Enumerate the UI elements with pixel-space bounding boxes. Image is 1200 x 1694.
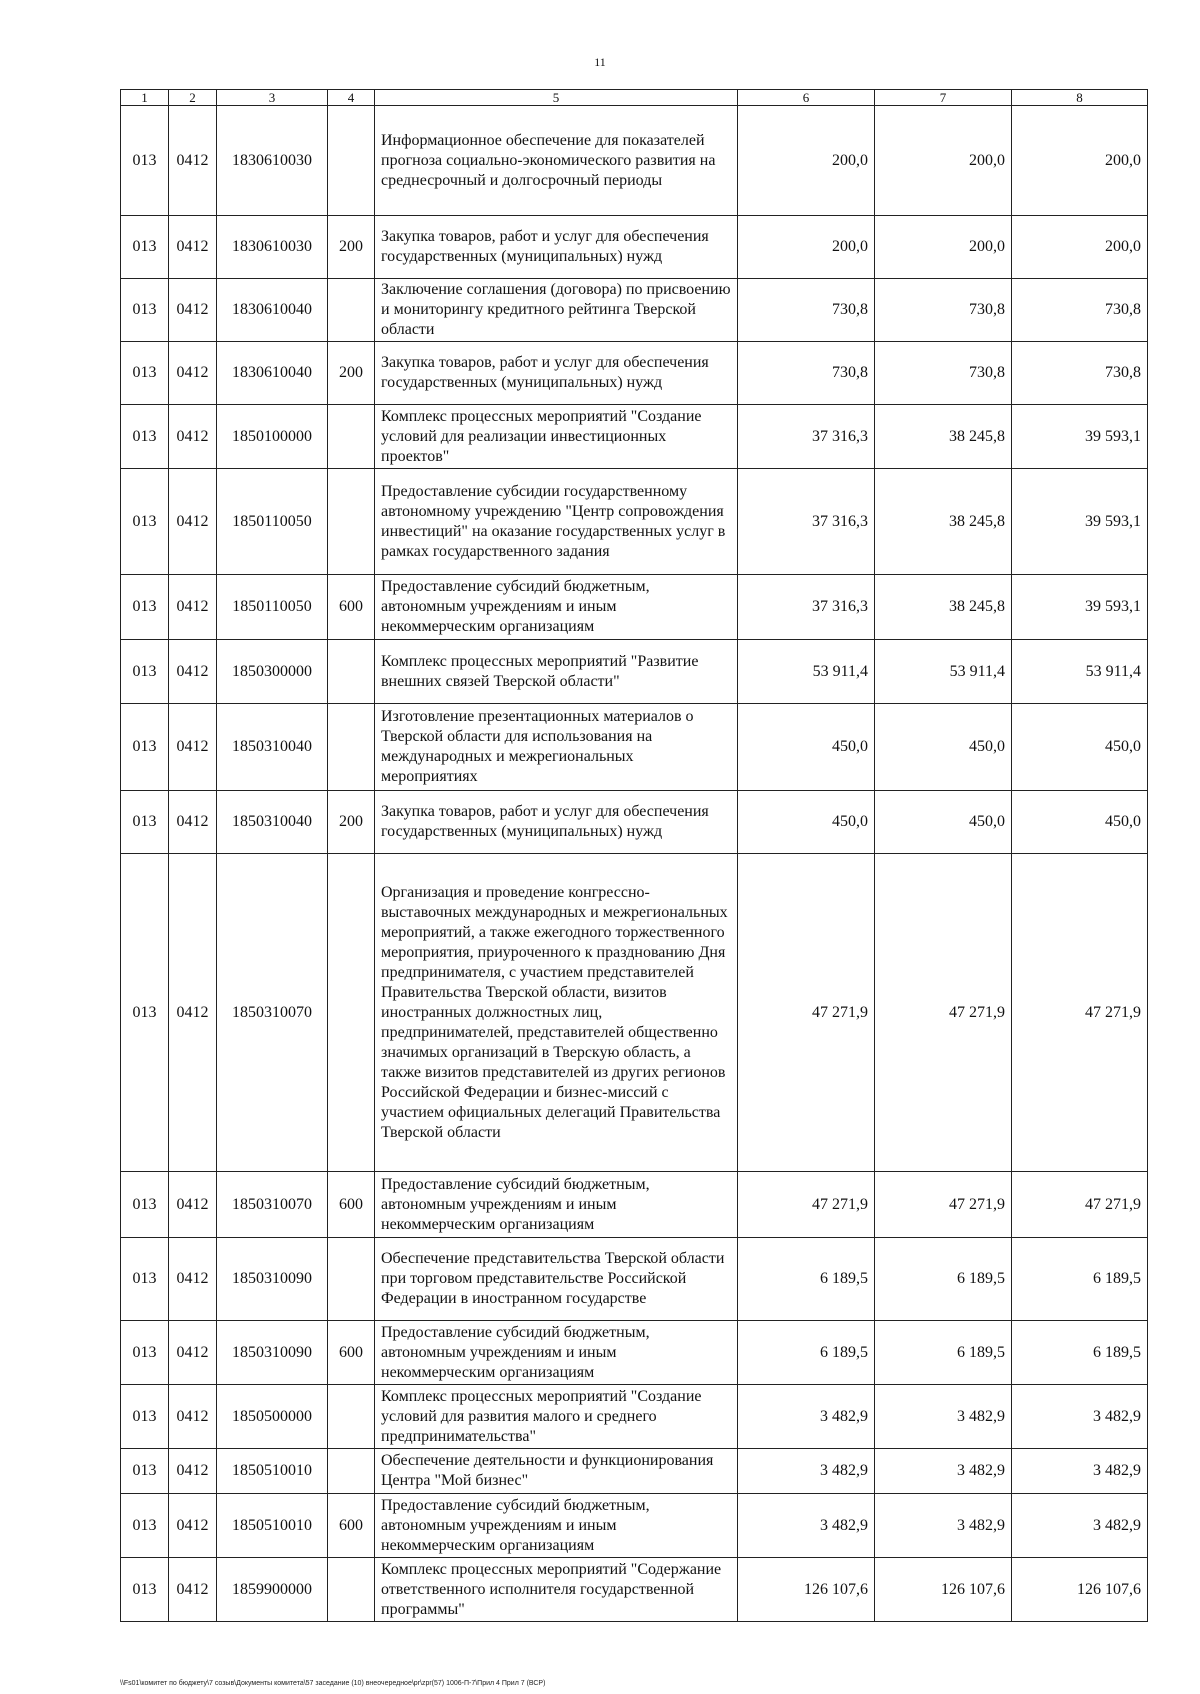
amount-col-7: 730,8 [875,342,1012,405]
amount-col-7: 38 245,8 [875,575,1012,640]
column-number: 2 [169,90,217,106]
article-code: 1850510010 [217,1494,328,1558]
ministry-code: 013 [121,106,169,216]
amount-col-7: 38 245,8 [875,469,1012,575]
amount-col-7: 200,0 [875,106,1012,216]
section-code: 0412 [169,106,217,216]
item-name: Обеспечение деятельности и функционирования Центра "Мой бизнес" [375,1449,738,1494]
ministry-code: 013 [121,1449,169,1494]
expense-type-code [328,640,375,704]
table-row [121,1385,1148,1449]
table-row [121,1238,1148,1321]
amount-col-8: 53 911,4 [1012,640,1148,704]
table-row [121,1321,1148,1385]
expense-type-code [328,106,375,216]
amount-col-7: 6 189,5 [875,1238,1012,1321]
article-code: 1850100000 [217,405,328,469]
amount-col-7: 38 245,8 [875,405,1012,469]
table-row [121,704,1148,791]
amount-col-6: 450,0 [738,704,875,791]
item-name: Обеспечение представительства Тверской области при торговом представительстве Российской Федерации в иностранном государстве [375,1238,738,1321]
item-name: Комплекс процессных мероприятий "Создание условий для развития малого и среднего предпринимательства" [375,1385,738,1449]
table-row [121,216,1148,279]
column-number: 5 [375,90,738,106]
table-row [121,640,1148,704]
file-path-footer: \\Fs01\комитет по бюджету\7 созыв\Документы комитета\57 заседание (10) внеочередное\pr\zpr(57) 1006-П-7\Прил 4 Прил 7 (ВСР) [120,1680,546,1687]
page-number: 11 [594,55,606,69]
ministry-code: 013 [121,1321,169,1385]
ministry-code: 013 [121,1494,169,1558]
amount-col-7: 6 189,5 [875,1321,1012,1385]
item-name: Изготовление презентационных материалов о Тверской области для использования на международных и межрегиональных мероприятиях [375,704,738,791]
item-name: Предоставление субсидий бюджетным, автономным учреждениям и иным некоммерческим организациям [375,1321,738,1385]
item-name: Предоставление субсидии государственному автономному учреждению "Центр сопровождения инвестиций" на оказание государственных услуг в рамках государственного задания [375,469,738,575]
amount-col-7: 3 482,9 [875,1449,1012,1494]
table-row [121,1172,1148,1238]
amount-col-6: 3 482,9 [738,1449,875,1494]
amount-col-7: 3 482,9 [875,1494,1012,1558]
ministry-code: 013 [121,216,169,279]
section-code: 0412 [169,1385,217,1449]
amount-col-7: 47 271,9 [875,1172,1012,1238]
article-code: 1850310070 [217,854,328,1172]
amount-col-6: 37 316,3 [738,575,875,640]
item-name: Закупка товаров, работ и услуг для обеспечения государственных (муниципальных) нужд [375,791,738,854]
expense-type-code [328,1558,375,1622]
article-code: 1850310040 [217,704,328,791]
expense-type-code: 600 [328,575,375,640]
article-code: 1850300000 [217,640,328,704]
section-code: 0412 [169,405,217,469]
ministry-code: 013 [121,1238,169,1321]
section-code: 0412 [169,1172,217,1238]
item-name: Предоставление субсидий бюджетным, автономным учреждениям и иным некоммерческим организациям [375,575,738,640]
amount-col-8: 730,8 [1012,279,1148,342]
ministry-code: 013 [121,854,169,1172]
expense-type-code: 600 [328,1494,375,1558]
section-code: 0412 [169,575,217,640]
expense-type-code [328,1385,375,1449]
amount-col-8: 39 593,1 [1012,575,1148,640]
expense-type-code [328,1238,375,1321]
section-code: 0412 [169,1494,217,1558]
section-code: 0412 [169,1238,217,1321]
table-row [121,1449,1148,1494]
expense-type-code [328,1449,375,1494]
table-row [121,106,1148,216]
ministry-code: 013 [121,1385,169,1449]
amount-col-6: 37 316,3 [738,405,875,469]
amount-col-8: 6 189,5 [1012,1321,1148,1385]
expense-type-code [328,704,375,791]
column-number-row [121,90,1148,106]
amount-col-6: 6 189,5 [738,1238,875,1321]
amount-col-8: 126 107,6 [1012,1558,1148,1622]
ministry-code: 013 [121,279,169,342]
budget-table [120,89,1148,1622]
ministry-code: 013 [121,640,169,704]
article-code: 1850310090 [217,1321,328,1385]
column-number: 7 [875,90,1012,106]
column-number: 4 [328,90,375,106]
item-name: Комплекс процессных мероприятий "Создание условий для реализации инвестиционных проектов" [375,405,738,469]
expense-type-code [328,469,375,575]
amount-col-8: 3 482,9 [1012,1385,1148,1449]
amount-col-7: 47 271,9 [875,854,1012,1172]
item-name: Информационное обеспечение для показателей прогноза социально-экономического развития на среднесрочный и долгосрочный периоды [375,106,738,216]
item-name: Комплекс процессных мероприятий "Развитие внешних связей Тверской области" [375,640,738,704]
ministry-code: 013 [121,342,169,405]
amount-col-6: 730,8 [738,279,875,342]
amount-col-8: 200,0 [1012,216,1148,279]
amount-col-8: 450,0 [1012,704,1148,791]
expense-type-code [328,854,375,1172]
section-code: 0412 [169,704,217,791]
column-number: 3 [217,90,328,106]
article-code: 1830610040 [217,279,328,342]
expense-type-code: 200 [328,791,375,854]
table-row [121,405,1148,469]
amount-col-6: 730,8 [738,342,875,405]
amount-col-6: 3 482,9 [738,1494,875,1558]
table-row [121,1494,1148,1558]
table-row [121,279,1148,342]
amount-col-7: 450,0 [875,791,1012,854]
expense-type-code: 200 [328,216,375,279]
expense-type-code: 600 [328,1321,375,1385]
amount-col-8: 6 189,5 [1012,1238,1148,1321]
amount-col-6: 450,0 [738,791,875,854]
ministry-code: 013 [121,575,169,640]
amount-col-7: 730,8 [875,279,1012,342]
amount-col-6: 126 107,6 [738,1558,875,1622]
amount-col-6: 37 316,3 [738,469,875,575]
item-name: Предоставление субсидий бюджетным, автономным учреждениям и иным некоммерческим организациям [375,1172,738,1238]
column-number: 1 [121,90,169,106]
item-name: Закупка товаров, работ и услуг для обеспечения государственных (муниципальных) нужд [375,216,738,279]
article-code: 1859900000 [217,1558,328,1622]
amount-col-7: 126 107,6 [875,1558,1012,1622]
item-name: Организация и проведение конгрессно-выставочных международных и межрегиональных мероприятий, а также ежегодного торжественного мероприятия, приуроченного к празднованию Дня предпринимателя, с участием представителей Правительства Тверской области, визитов иностранных должностных лиц, предпринимателей, представителей общественно значимых организаций в Тверскую область, а также визитов представителей из других регионов Российской Федерации и бизнес-миссий с участием официальных делегаций Правительства Тверской области [375,854,738,1172]
article-code: 1850310040 [217,791,328,854]
article-code: 1850310070 [217,1172,328,1238]
section-code: 0412 [169,469,217,575]
section-code: 0412 [169,791,217,854]
article-code: 1850500000 [217,1385,328,1449]
amount-col-6: 3 482,9 [738,1385,875,1449]
section-code: 0412 [169,216,217,279]
item-name: Заключение соглашения (договора) по присвоению и мониторингу кредитного рейтинга Тверской области [375,279,738,342]
section-code: 0412 [169,640,217,704]
amount-col-8: 3 482,9 [1012,1494,1148,1558]
amount-col-8: 3 482,9 [1012,1449,1148,1494]
table-row [121,575,1148,640]
article-code: 1850110050 [217,575,328,640]
expense-type-code: 600 [328,1172,375,1238]
expense-type-code [328,405,375,469]
ministry-code: 013 [121,1558,169,1622]
table-row [121,469,1148,575]
article-code: 1830610040 [217,342,328,405]
amount-col-7: 450,0 [875,704,1012,791]
section-code: 0412 [169,1449,217,1494]
ministry-code: 013 [121,791,169,854]
amount-col-8: 450,0 [1012,791,1148,854]
amount-col-6: 47 271,9 [738,1172,875,1238]
amount-col-6: 200,0 [738,106,875,216]
amount-col-8: 47 271,9 [1012,1172,1148,1238]
amount-col-8: 47 271,9 [1012,854,1148,1172]
amount-col-7: 3 482,9 [875,1385,1012,1449]
article-code: 1850110050 [217,469,328,575]
table-row [121,854,1148,1172]
expense-type-code: 200 [328,342,375,405]
amount-col-8: 730,8 [1012,342,1148,405]
table-row [121,791,1148,854]
column-number: 6 [738,90,875,106]
section-code: 0412 [169,1558,217,1622]
amount-col-8: 39 593,1 [1012,469,1148,575]
section-code: 0412 [169,854,217,1172]
article-code: 1850310090 [217,1238,328,1321]
ministry-code: 013 [121,469,169,575]
amount-col-6: 53 911,4 [738,640,875,704]
expense-type-code [328,279,375,342]
item-name: Предоставление субсидий бюджетным, автономным учреждениям и иным некоммерческим организациям [375,1494,738,1558]
column-number: 8 [1012,90,1148,106]
amount-col-6: 200,0 [738,216,875,279]
section-code: 0412 [169,279,217,342]
section-code: 0412 [169,342,217,405]
amount-col-7: 200,0 [875,216,1012,279]
amount-col-8: 39 593,1 [1012,405,1148,469]
amount-col-6: 47 271,9 [738,854,875,1172]
ministry-code: 013 [121,704,169,791]
section-code: 0412 [169,1321,217,1385]
table-row [121,342,1148,405]
amount-col-6: 6 189,5 [738,1321,875,1385]
item-name: Закупка товаров, работ и услуг для обеспечения государственных (муниципальных) нужд [375,342,738,405]
item-name: Комплекс процессных мероприятий "Содержание ответственного исполнителя государственной программы" [375,1558,738,1622]
article-code: 1850510010 [217,1449,328,1494]
ministry-code: 013 [121,1172,169,1238]
article-code: 1830610030 [217,106,328,216]
amount-col-8: 200,0 [1012,106,1148,216]
table-row [121,1558,1148,1622]
article-code: 1830610030 [217,216,328,279]
ministry-code: 013 [121,405,169,469]
amount-col-7: 53 911,4 [875,640,1012,704]
